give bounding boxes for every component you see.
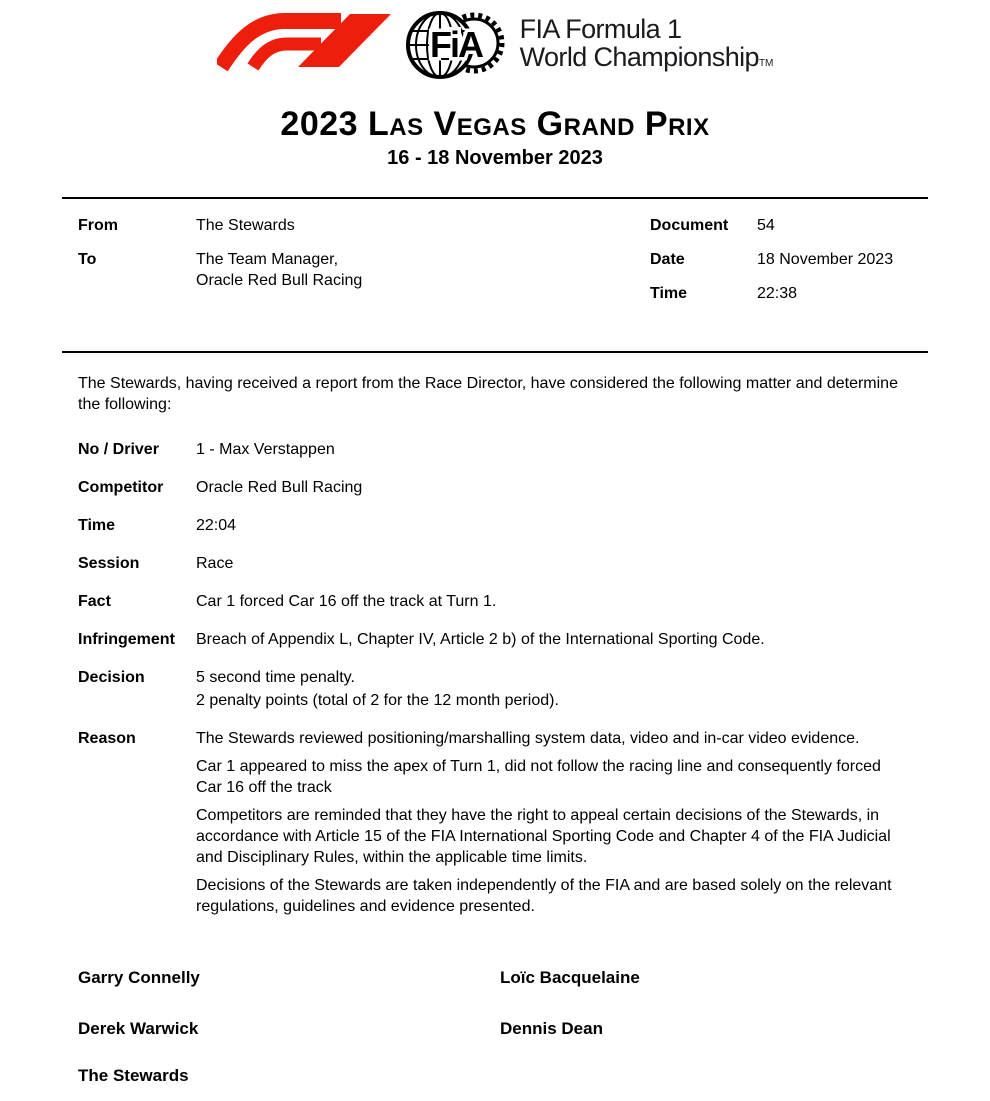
meta-left-column	[62, 215, 650, 317]
meta-row-from	[78, 215, 650, 236]
infringement-value	[196, 629, 902, 650]
to-value	[196, 249, 362, 291]
reason-paragraph-4: Decisions of the Stewards are taken independently of the FIA and are based solely on the relevant regulations, guidelines and evidence presented.	[196, 877, 892, 915]
competitor-value	[196, 477, 902, 498]
signature-footer: The Stewards	[78, 1066, 189, 1085]
steward-name-1: Garry Connelly	[78, 968, 200, 987]
detail-row-fact	[78, 591, 990, 612]
steward-names	[78, 967, 912, 1039]
reason-value	[196, 728, 902, 917]
from-value: The Stewards	[196, 217, 295, 234]
infringement-value-text: Breach of Appendix L, Chapter IV, Article 2 b) of the International Sporting Code.	[196, 631, 765, 648]
decision-details	[78, 439, 990, 917]
detail-row-time	[78, 515, 990, 536]
to-value-line1: The Team Manager,	[196, 251, 339, 268]
detail-row-infringement	[78, 629, 990, 650]
driver-value-text: 1 - Max Verstappen	[196, 441, 335, 458]
detail-row-driver	[78, 439, 990, 460]
driver-label: No / Driver	[78, 441, 159, 458]
steward-name-2: Loïc Bacquelaine	[500, 968, 640, 987]
meta-row-document	[650, 215, 928, 236]
decision-line1: 5 second time penalty.	[196, 669, 355, 686]
to-value-line2: Oracle Red Bull Racing	[196, 272, 363, 289]
document-meta-block	[62, 197, 928, 353]
to-label: To	[78, 251, 97, 268]
meta-row-date	[650, 249, 928, 270]
incident-time-value	[196, 515, 902, 536]
from-label: From	[78, 217, 118, 234]
meta-row-to	[78, 249, 650, 291]
decision-label: Decision	[78, 669, 145, 686]
incident-time-text: 22:04	[196, 517, 237, 534]
fia-globe-icon	[404, 9, 508, 81]
driver-value	[196, 439, 902, 460]
trademark-mark: TM	[758, 58, 774, 70]
reason-paragraph-3: Competitors are reminded that they have the right to appeal certain decisions of the Stewards, in accordance with Article 15 of the FIA International Sporting Code and Chapter 4 of the FIA Judicial and Disciplinary Rules, within the applicable time limits.	[196, 807, 891, 866]
decision-value	[196, 667, 902, 711]
decision-line2: 2 penalty points (total of 2 for the 12 month period).	[196, 692, 559, 709]
meta-row-time	[650, 283, 928, 304]
brand-wordmark	[520, 9, 774, 71]
competitor-label: Competitor	[78, 479, 164, 496]
svg-text:FiA: FiA	[429, 24, 482, 65]
f1-logo-icon	[217, 9, 392, 71]
event-title: 2023 Las Vegas Grand Prix	[280, 105, 710, 143]
steward-name-4: Dennis Dean	[500, 1019, 603, 1038]
brand-line1: FIA Formula 1	[519, 14, 682, 44]
detail-row-competitor	[78, 477, 990, 498]
intro-paragraph: The Stewards, having received a report from the Race Director, have considered the following matter and determine the following:	[78, 375, 898, 413]
header-logo-row	[0, 0, 990, 81]
detail-row-session	[78, 553, 990, 574]
document-number: 54	[757, 217, 775, 234]
infringement-label: Infringement	[78, 631, 175, 648]
detail-row-decision	[78, 667, 990, 711]
fact-label: Fact	[78, 593, 111, 610]
time-value: 22:38	[757, 285, 798, 302]
reason-paragraph-2: Car 1 appeared to miss the apex of Turn 1, did not follow the racing line and consequently forced Car 16 off the track	[196, 758, 881, 796]
reason-paragraph-1: The Stewards reviewed positioning/marshalling system data, video and in-car video evidence.	[196, 730, 860, 747]
time-label: Time	[650, 285, 688, 302]
fact-value	[196, 591, 902, 612]
event-dates: 16 - 18 November 2023	[387, 147, 603, 169]
session-value-text: Race	[196, 555, 234, 572]
date-label: Date	[650, 251, 685, 268]
meta-right-column	[650, 215, 928, 317]
detail-row-reason	[78, 728, 990, 917]
reason-label: Reason	[78, 730, 136, 747]
document-label: Document	[650, 217, 729, 234]
session-value	[196, 553, 902, 574]
fact-value-text: Car 1 forced Car 16 off the track at Turn 1.	[196, 593, 497, 610]
incident-time-label: Time	[78, 517, 116, 534]
session-label: Session	[78, 555, 140, 572]
date-value: 18 November 2023	[757, 251, 894, 268]
brand-line2: World Championship	[519, 42, 759, 73]
signature-block	[78, 967, 912, 1086]
steward-name-3: Derek Warwick	[78, 1019, 199, 1038]
competitor-value-text: Oracle Red Bull Racing	[196, 479, 363, 496]
